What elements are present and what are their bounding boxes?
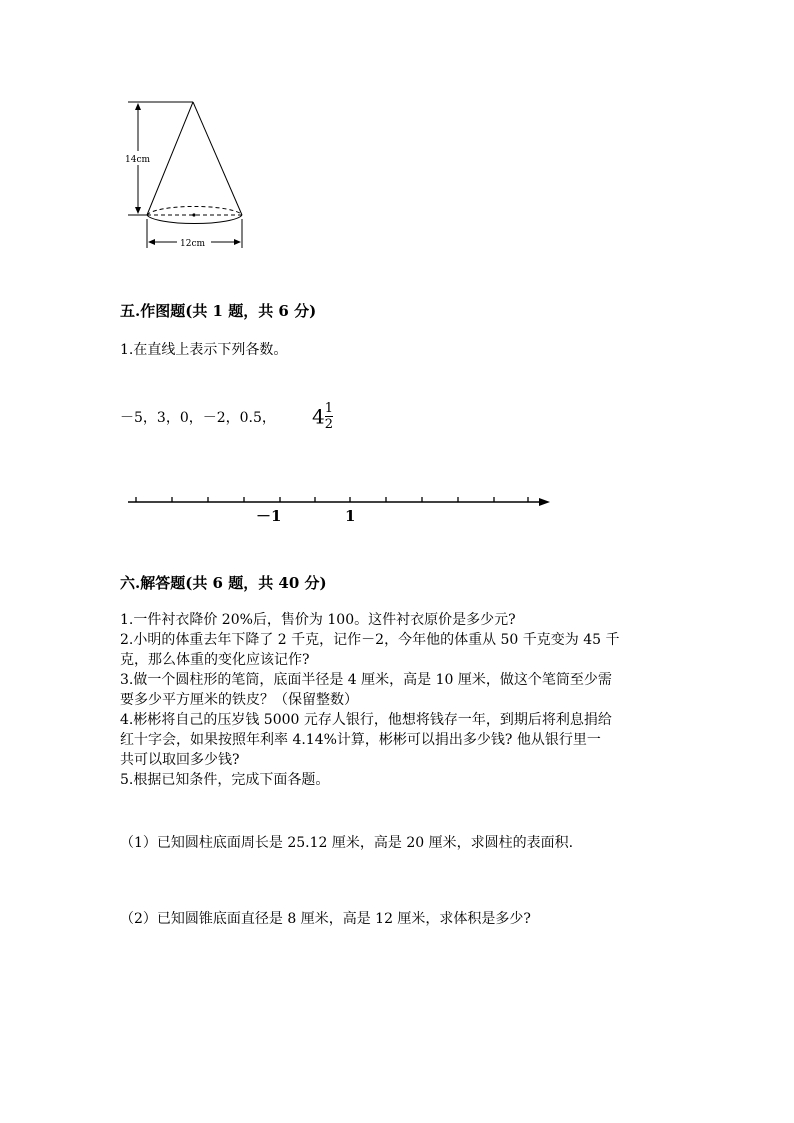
mixed-number: [312, 402, 333, 431]
label-one: 1: [345, 507, 356, 525]
question-line: 共可以取回多少钱?: [120, 752, 240, 768]
mixed-whole: 4: [312, 404, 325, 429]
base-center-dot: [192, 213, 195, 216]
numbers-text: －5，3，0，－2，0.5，: [120, 410, 276, 426]
question-line: 3.做一个圆柱形的笔筒，底面半径是 4 厘米，高是 10 厘米，做这个笔筒至少需: [120, 672, 612, 688]
question-line: 2.小明的体重去年下降了 2 千克，记作－2，今年他的体重从 50 千克变为 45 千: [120, 632, 620, 648]
diameter-arrow-right: [234, 239, 241, 245]
cone-left-side: [147, 102, 193, 215]
question-line: 1.一件衬衣降价 20%后，售价为 100。这件衬衣原价是多少元?: [120, 612, 516, 628]
diameter-label: 12cm: [180, 239, 206, 249]
sub-question-2: （2）已知圆锥底面直径是 8 厘米，高是 12 厘米，求体积是多少?: [120, 911, 531, 927]
section6-title: 六.解答题(共 6 题，共 40 分): [120, 574, 327, 592]
height-label: 14cm: [125, 155, 151, 165]
sub-question-1: （1）已知圆柱底面周长是 25.12 厘米，高是 20 厘米，求圆柱的表面积.: [120, 835, 574, 851]
fraction-numerator: 1: [324, 401, 334, 416]
section5-question-1: 1.在直线上表示下列各数。: [120, 342, 288, 358]
height-arrow-up: [135, 103, 141, 110]
cone-figure: [120, 95, 260, 260]
mixed-fraction: [325, 402, 333, 431]
number-line-arrow: [539, 498, 550, 506]
question-line: 4.彬彬将自己的压岁钱 5000 元存人银行，他想将钱存一年，到期后将利息捐给: [120, 712, 612, 728]
question-line: 克，那么体重的变化应该记作?: [120, 652, 310, 668]
diameter-arrow-left: [148, 239, 155, 245]
question-line: 红十字会，如果按照年利率 4.14%计算，彬彬可以捐出多少钱? 他从银行里一: [120, 732, 601, 748]
question-line: 5.根据已知条件，完成下面各题。: [120, 772, 330, 788]
section6-questions: [120, 610, 690, 790]
label-minus-one: －1: [256, 507, 282, 525]
cone-right-side: [193, 102, 242, 215]
numbers-list: [120, 408, 276, 428]
number-line: [120, 488, 560, 528]
question-line: 要多少平方厘米的铁皮？（保留整数）: [120, 692, 358, 708]
section5-title: 五.作图题(共 1 题，共 6 分): [120, 302, 317, 320]
fraction-denominator: 2: [324, 417, 334, 432]
height-arrow-down: [135, 207, 141, 214]
